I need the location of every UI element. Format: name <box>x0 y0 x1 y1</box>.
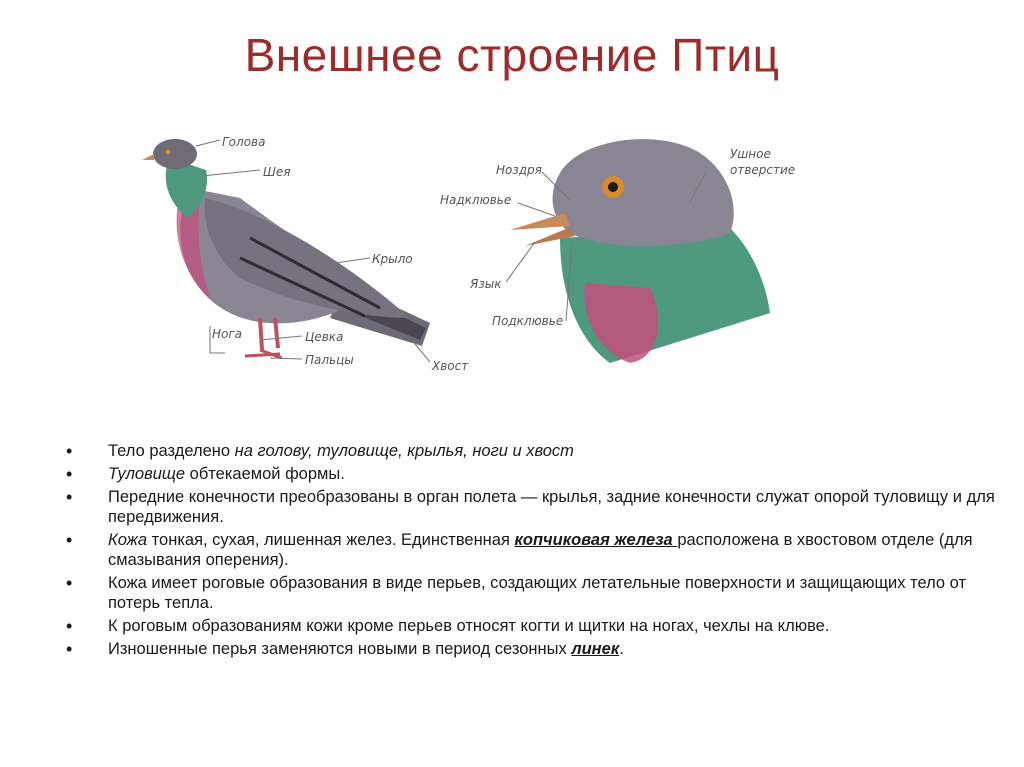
label-tail: Хвост <box>432 359 469 373</box>
label-upper-beak: Надклювье <box>440 193 512 207</box>
label-ear-line1: Ушное <box>730 147 771 161</box>
label-leg: Нога <box>212 327 243 341</box>
label-head: Голова <box>222 135 266 149</box>
label-tarsus: Цевка <box>305 330 344 344</box>
list-item: • Кожа имеет роговые образования в виде перьев, создающих летательные поверхности и защищающих тело от потерь тепла. <box>66 573 1016 613</box>
list-item: • Кожа тонкая, сухая, лишенная желез. Единственная копчиковая железа расположена в хвостовом отделе (для смазывания оперения). <box>66 530 1016 570</box>
label-tongue: Язык <box>470 277 502 291</box>
label-toes: Пальцы <box>305 353 354 367</box>
list-item: • Передние конечности преобразованы в орган полета — крылья, задние конечности служат опорой туловищу и для передвижения. <box>66 487 1016 527</box>
label-nostril: Ноздря <box>496 163 542 177</box>
facts-list <box>66 441 1016 662</box>
label-wing: Крыло <box>372 252 413 266</box>
label-neck: Шея <box>263 165 291 179</box>
list-item: • Туловище обтекаемой формы. <box>66 464 1016 484</box>
label-ear-line2: отверстие <box>730 163 796 177</box>
list-item: • Изношенные перья заменяются новыми в период сезонных линек. <box>66 639 1016 659</box>
label-lower-beak: Подклювье <box>492 314 564 328</box>
list-item: • Тело разделено на голову, туловище, крылья, ноги и хвост <box>66 441 1016 461</box>
slide-title: Внешнее строение Птиц <box>244 29 780 81</box>
bird-illustration <box>130 118 830 398</box>
list-item: • К роговым образованиям кожи кроме перьев относят когти и щитки на ногах, чехлы на клюве. <box>66 616 1016 636</box>
